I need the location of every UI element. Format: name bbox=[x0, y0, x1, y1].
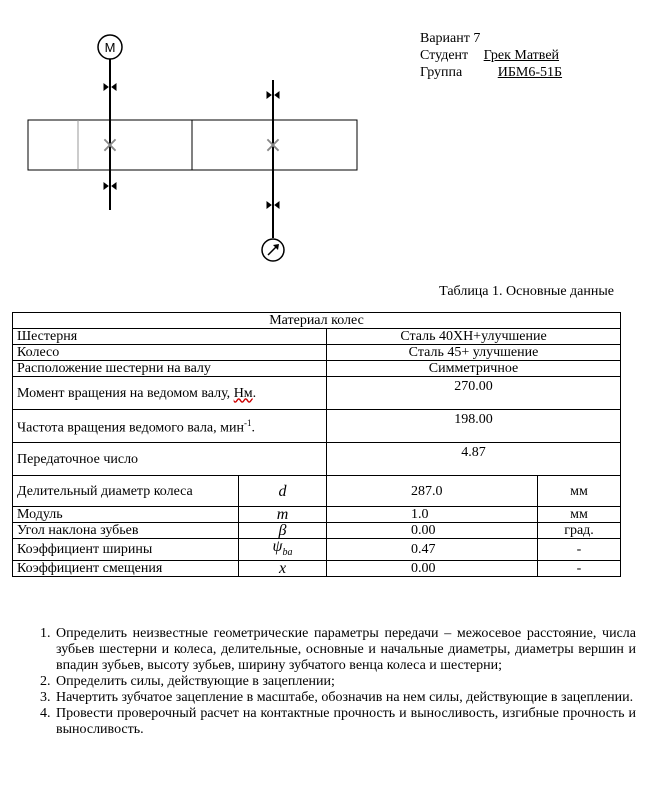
motor-label: M bbox=[104, 40, 116, 55]
table-row bbox=[13, 361, 621, 377]
row-label: Шестерня bbox=[13, 329, 327, 345]
data-table bbox=[12, 312, 621, 577]
list-item: 4. Провести проверочный расчет на контактные прочность и выносливость, изгибные прочность и выносливость. bbox=[54, 706, 636, 738]
table-row bbox=[13, 443, 621, 476]
kinematic-scheme bbox=[0, 0, 380, 280]
table-title: Материал колес bbox=[13, 313, 621, 329]
row-value: 270.00 bbox=[327, 377, 621, 410]
param-name: Модуль bbox=[13, 507, 239, 523]
group-value: ИБМ6-51Б bbox=[497, 65, 563, 80]
param-unit: мм bbox=[538, 476, 621, 507]
param-row bbox=[13, 561, 621, 577]
row-label: Частота вращения ведомого вала, мин$^{-1}$. bbox=[13, 410, 327, 443]
row-value: Сталь 40ХН+улучшение bbox=[327, 329, 621, 345]
row-value: Сталь 45+ улучшение bbox=[327, 345, 621, 361]
param-symbol: d bbox=[239, 476, 327, 507]
group-line bbox=[420, 64, 568, 81]
row-label: Колесо bbox=[13, 345, 327, 361]
row-value: 4.87 bbox=[327, 443, 621, 476]
param-unit: - bbox=[538, 561, 621, 577]
table-row bbox=[13, 345, 621, 361]
student-line bbox=[420, 47, 568, 64]
wheel-cross: × bbox=[263, 133, 283, 158]
param-row bbox=[13, 539, 621, 561]
param-value: 0.00 bbox=[327, 523, 538, 539]
row-value: Симметричное bbox=[327, 361, 621, 377]
table-caption: Таблица 1. Основные данные bbox=[439, 284, 614, 299]
param-name: Коэффициент смещения bbox=[13, 561, 239, 577]
param-row bbox=[13, 476, 621, 507]
param-value: 1.0 bbox=[327, 507, 538, 523]
variant-label: Вариант 7 bbox=[420, 31, 481, 46]
student-name: Грек Матвей bbox=[483, 48, 560, 63]
param-value: 287.0 bbox=[327, 476, 538, 507]
task-list bbox=[34, 626, 636, 738]
student-label: Студент bbox=[420, 48, 469, 63]
param-value: 0.47 bbox=[327, 539, 538, 561]
table-title-row bbox=[13, 313, 621, 329]
param-name: Коэффициент ширины bbox=[13, 539, 239, 561]
param-row bbox=[13, 523, 621, 539]
list-item: 2. Определить силы, действующие в зацеплении; bbox=[54, 674, 636, 690]
list-item: 1. Определить неизвестные геометрические параметры передачи – межосевое расстояние, числа зубьев шестерни и колеса, делительные, основные и начальные диаметры, диаметры вершин и впадин зубьев, высоту зубьев, ширину зубчатого венца колеса и шестерни; bbox=[54, 626, 636, 674]
table-row bbox=[13, 329, 621, 345]
pinion-cross: × bbox=[100, 133, 120, 158]
unit-nm: Нм bbox=[233, 385, 253, 401]
param-unit: - bbox=[538, 539, 621, 561]
param-symbol: x bbox=[239, 561, 327, 577]
table-row bbox=[13, 377, 621, 410]
list-item: 3. Начертить зубчатое зацепление в масштабе, обозначив на нем силы, действующие в зацеплении. bbox=[54, 690, 636, 706]
param-unit: мм bbox=[538, 507, 621, 523]
param-row bbox=[13, 507, 621, 523]
variant-line bbox=[420, 30, 568, 47]
row-label: Момент вращения на ведомом валу, Нм. bbox=[13, 377, 327, 410]
param-symbol: $\psi_{ba}$ bbox=[239, 539, 327, 561]
param-value: 0.00 bbox=[327, 561, 538, 577]
param-unit: град. bbox=[538, 523, 621, 539]
param-symbol: β bbox=[239, 523, 327, 539]
param-name: Делительный диаметр колеса bbox=[13, 476, 239, 507]
row-label: Передаточное число bbox=[13, 443, 327, 476]
row-value: 198.00 bbox=[327, 410, 621, 443]
group-label: Группа bbox=[420, 65, 463, 80]
param-name: Угол наклона зубьев bbox=[13, 523, 239, 539]
row-label: Расположение шестерни на валу bbox=[13, 361, 327, 377]
table-row bbox=[13, 410, 621, 443]
student-info bbox=[420, 30, 568, 81]
param-symbol: m bbox=[239, 507, 327, 523]
